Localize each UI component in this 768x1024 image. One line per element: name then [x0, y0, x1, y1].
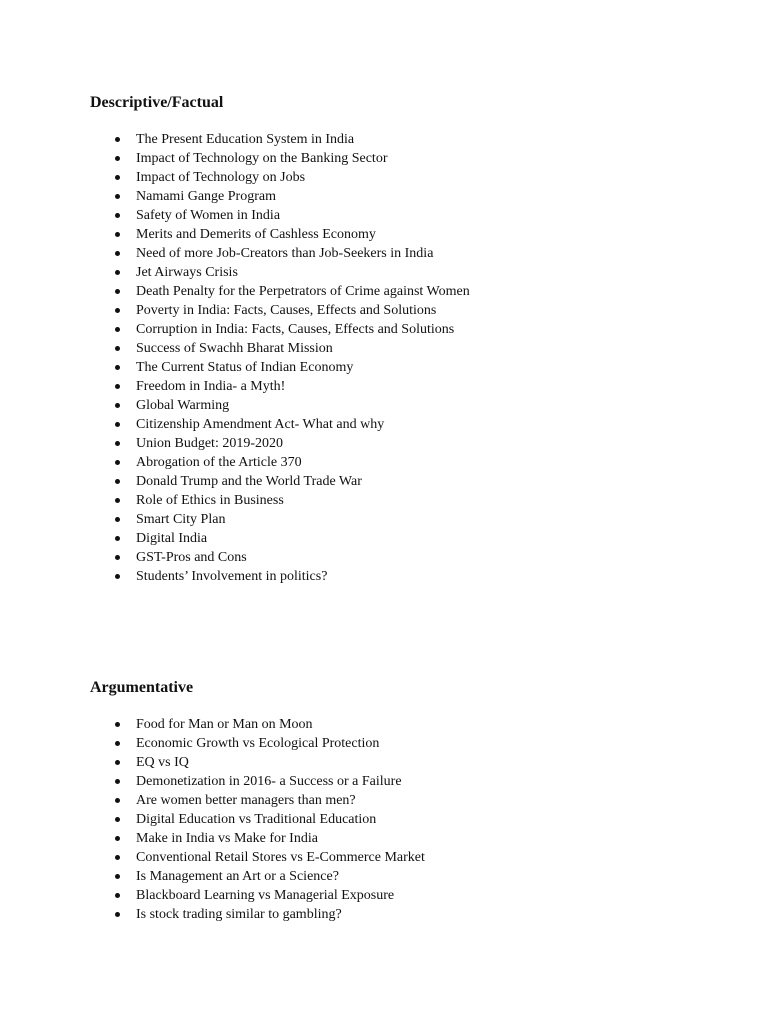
list-item-text: Poverty in India: Facts, Causes, Effects and Solutions: [136, 303, 437, 318]
list-item-text: Is Management an Art or a Science?: [136, 869, 339, 884]
bullet-icon: [115, 365, 120, 370]
section-heading: Argumentative: [90, 679, 194, 696]
list-item-text: Conventional Retail Stores vs E-Commerce Market: [136, 850, 425, 865]
list-item-text: Global Warming: [136, 398, 230, 413]
list-item: [90, 130, 730, 149]
bullet-icon: [115, 194, 120, 199]
bullet-icon: [115, 137, 120, 142]
section-heading: Descriptive/Factual: [90, 94, 224, 111]
bullet-icon: [115, 912, 120, 917]
bullet-icon: [115, 441, 120, 446]
list-item: [90, 848, 730, 867]
list-item: [90, 905, 730, 924]
bullet-icon: [115, 479, 120, 484]
bullet-icon: [115, 156, 120, 161]
bullet-icon: [115, 232, 120, 237]
list-item: [90, 320, 730, 339]
list-item-text: Economic Growth vs Ecological Protection: [136, 736, 380, 751]
list-item: [90, 886, 730, 905]
bullet-icon: [115, 536, 120, 541]
list-item-text: Need of more Job-Creators than Job-Seekers in India: [136, 246, 434, 261]
bullet-icon: [115, 213, 120, 218]
argumentative-section: [90, 678, 730, 924]
list-item-text: Death Penalty for the Perpetrators of Crime against Women: [136, 284, 470, 299]
bullet-icon: [115, 855, 120, 860]
list-item: [90, 377, 730, 396]
bullet-icon: [115, 460, 120, 465]
list-item: [90, 339, 730, 358]
list-item: [90, 810, 730, 829]
list-item: [90, 301, 730, 320]
topic-list: [90, 130, 730, 586]
list-item: [90, 567, 730, 586]
list-item-text: Union Budget: 2019-2020: [136, 436, 283, 451]
bullet-icon: [115, 555, 120, 560]
list-item-text: Smart City Plan: [136, 512, 226, 527]
list-item-text: Food for Man or Man on Moon: [136, 717, 313, 732]
bullet-icon: [115, 798, 120, 803]
list-item-text: Demonetization in 2016- a Success or a Failure: [136, 774, 402, 789]
list-item: [90, 149, 730, 168]
bullet-icon: [115, 817, 120, 822]
bullet-icon: [115, 346, 120, 351]
list-item: [90, 510, 730, 529]
bullet-icon: [115, 308, 120, 313]
bullet-icon: [115, 403, 120, 408]
bullet-icon: [115, 722, 120, 727]
list-item-text: Role of Ethics in Business: [136, 493, 284, 508]
list-item: [90, 206, 730, 225]
list-item: [90, 187, 730, 206]
list-item: [90, 168, 730, 187]
list-item-text: Are women better managers than men?: [136, 793, 356, 808]
list-item: [90, 396, 730, 415]
bullet-icon: [115, 384, 120, 389]
bullet-icon: [115, 574, 120, 579]
list-item-text: Blackboard Learning vs Managerial Exposure: [136, 888, 395, 903]
bullet-icon: [115, 289, 120, 294]
list-item-text: The Present Education System in India: [136, 132, 355, 147]
bullet-icon: [115, 874, 120, 879]
bullet-icon: [115, 422, 120, 427]
list-item: [90, 282, 730, 301]
bullet-icon: [115, 327, 120, 332]
bullet-icon: [115, 498, 120, 503]
list-item-text: Corruption in India: Facts, Causes, Effects and Solutions: [136, 322, 455, 337]
list-item: [90, 772, 730, 791]
list-item-text: Make in India vs Make for India: [136, 831, 318, 846]
list-item-text: Safety of Women in India: [136, 208, 281, 223]
list-item-text: Impact of Technology on Jobs: [136, 170, 306, 185]
list-item: [90, 548, 730, 567]
list-item-text: The Current Status of Indian Economy: [136, 360, 354, 375]
list-item-text: EQ vs IQ: [136, 755, 189, 770]
bullet-icon: [115, 836, 120, 841]
list-item: [90, 867, 730, 886]
list-item: [90, 491, 730, 510]
topic-list: [90, 715, 730, 924]
list-item: [90, 829, 730, 848]
list-item-text: Digital Education vs Traditional Education: [136, 812, 377, 827]
list-item: [90, 529, 730, 548]
list-item-text: Impact of Technology on the Banking Sector: [136, 151, 388, 166]
list-item: [90, 263, 730, 282]
list-item-text: Is stock trading similar to gambling?: [136, 907, 342, 922]
bullet-icon: [115, 760, 120, 765]
descriptive-factual-section: [90, 93, 730, 586]
list-item-text: Success of Swachh Bharat Mission: [136, 341, 333, 356]
list-item-text: Namami Gange Program: [136, 189, 276, 204]
list-item: [90, 734, 730, 753]
list-item: [90, 472, 730, 491]
list-item-text: GST-Pros and Cons: [136, 550, 247, 565]
list-item-text: Freedom in India- a Myth!: [136, 379, 286, 394]
list-item: [90, 358, 730, 377]
list-item: [90, 415, 730, 434]
bullet-icon: [115, 893, 120, 898]
list-item: [90, 225, 730, 244]
list-item: [90, 715, 730, 734]
bullet-icon: [115, 741, 120, 746]
bullet-icon: [115, 517, 120, 522]
list-item: [90, 453, 730, 472]
list-item: [90, 434, 730, 453]
bullet-icon: [115, 270, 120, 275]
list-item-text: Donald Trump and the World Trade War: [136, 474, 362, 489]
list-item-text: Citizenship Amendment Act- What and why: [136, 417, 385, 432]
list-item: [90, 791, 730, 810]
list-item-text: Merits and Demerits of Cashless Economy: [136, 227, 376, 242]
list-item-text: Abrogation of the Article 370: [136, 455, 302, 470]
list-item: [90, 244, 730, 263]
bullet-icon: [115, 251, 120, 256]
bullet-icon: [115, 175, 120, 180]
list-item: [90, 753, 730, 772]
list-item-text: Jet Airways Crisis: [136, 265, 238, 280]
list-item-text: Students’ Involvement in politics?: [136, 569, 328, 584]
list-item-text: Digital India: [136, 531, 208, 546]
bullet-icon: [115, 779, 120, 784]
